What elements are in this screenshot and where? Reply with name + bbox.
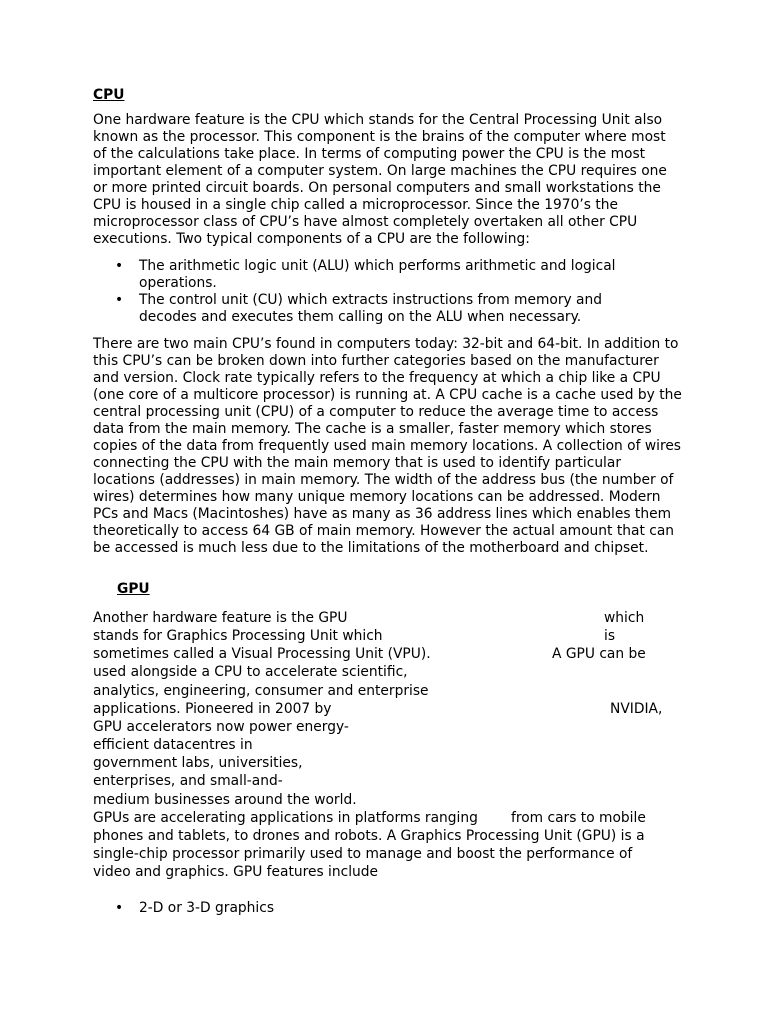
list-item: • The arithmetic logic unit (ALU) which performs arithmetic and logical operations.	[93, 258, 653, 292]
gpu-line: NVIDIA,	[610, 701, 663, 717]
gpu-line: medium businesses around the world.	[93, 792, 357, 808]
gpu-line: analytics, engineering, consumer and enterprise	[93, 683, 429, 699]
gpu-features-list	[93, 900, 653, 917]
cpu-components-list	[93, 258, 653, 326]
gpu-line: Another hardware feature is the GPU	[93, 610, 348, 626]
gpu-line: stands for Graphics Processing Unit which	[93, 628, 383, 644]
gpu-line: is	[604, 628, 616, 644]
gpu-line: applications. Pioneered in 2007 by	[93, 701, 332, 717]
gpu-line: sometimes called a Visual Processing Unit (VPU).	[93, 646, 431, 662]
list-item: • 2-D or 3-D graphics	[93, 900, 653, 917]
cpu-body-paragraph: There are two main CPU’s found in computers today: 32-bit and 64-bit. In addition to this CPU’s can be broken down into further categories based on the manufacturer and version. Clock rate typically refers to the frequency at which a chip like a CPU (one core of a multicore processor) is running at. A CPU cache is a cache used by the central processing unit (CPU) of a computer to reduce the average time to access data from the main memory. The cache is a smaller, faster memory which stores copies of the data from frequently used main memory locations. A collection of wires connecting the CPU with the main memory that is used to identify particular locations (addresses) in main memory. The width of the address bus (the number of wires) determines how many unique memory locations can be addressed. Modern PCs and Macs (Macintoshes) have as many as 36 address lines which enables them theoretically to access 64 GB of main memory. However the actual amount that can be accessed is much less due to the limitations of the motherboard and chipset.	[93, 336, 682, 556]
gpu-line: phones and tablets, to drones and robots. A Graphics Processing Unit (GPU) is a	[93, 828, 645, 844]
cpu-intro-paragraph: One hardware feature is the CPU which stands for the Central Processing Unit also known as the processor. This component is the brains of the computer where most of the calculations take place. In terms of computing power the CPU is the most important element of a computer system. On large machines the CPU requires one or more printed circuit boards. On personal computers and small workstations the CPU is housed in a single chip called a microprocessor. Since the 1970’s the microprocessor class of CPU’s have almost completely overtaken all other CPU executions. Two typical components of a CPU are the following:	[93, 112, 667, 247]
gpu-line: GPUs are accelerating applications in platforms ranging	[93, 810, 478, 826]
gpu-line: efficient datacentres in	[93, 737, 253, 753]
gpu-line: government labs, universities,	[93, 755, 303, 771]
gpu-line: from cars to mobile	[511, 810, 646, 826]
list-item: • The control unit (CU) which extracts instructions from memory and decodes and executes them calling on the ALU when necessary.	[93, 292, 653, 326]
gpu-line: GPU accelerators now power energy-	[93, 719, 349, 735]
gpu-line: A GPU can be	[552, 646, 646, 662]
gpu-heading: GPU	[117, 581, 150, 597]
gpu-line: enterprises, and small-and-	[93, 773, 283, 789]
gpu-line: single-chip processor primarily used to manage and boost the performance of	[93, 846, 633, 862]
gpu-line: used alongside a CPU to accelerate scientific,	[93, 664, 408, 680]
cpu-heading: CPU	[93, 87, 125, 103]
gpu-line: which	[604, 610, 645, 626]
gpu-line: video and graphics. GPU features include	[93, 864, 379, 880]
